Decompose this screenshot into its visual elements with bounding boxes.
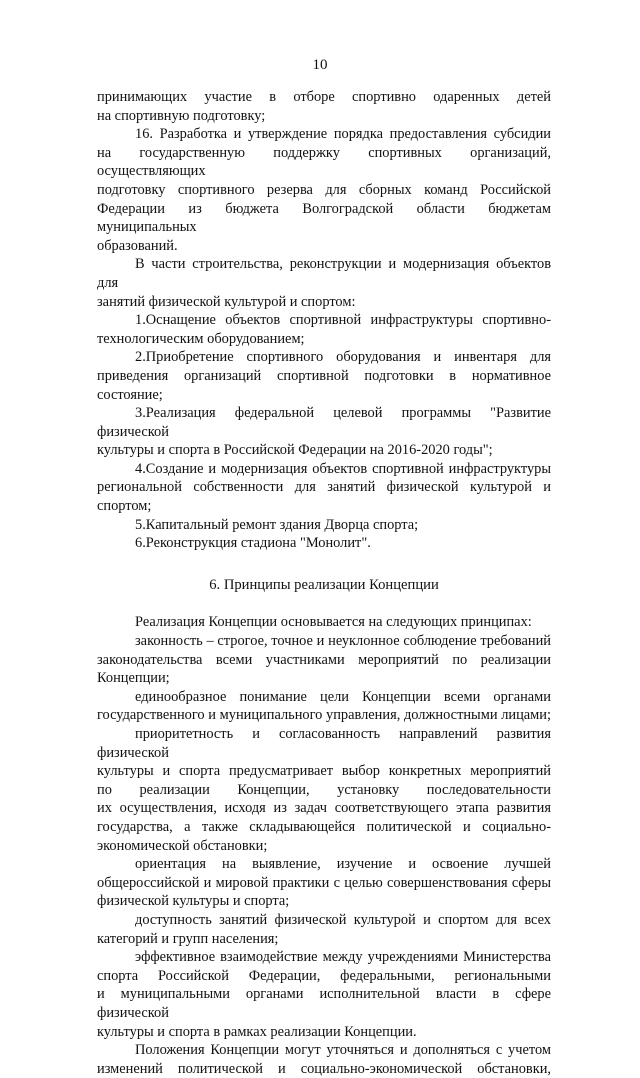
text-line: единообразное понимание цели Концепции всеми органами [135, 688, 551, 705]
text-line: доступность занятий физической культурой и спортом для всех [135, 911, 551, 928]
text-line: на спортивную подготовку; [97, 107, 266, 124]
text-line: изменений политической и социально-экономической обстановки, [97, 1060, 551, 1077]
text-line: занятий физической культурой и спортом: [97, 293, 356, 310]
text-line: 4.Создание и модернизация объектов спортивной инфраструктуры [135, 460, 551, 477]
text-line: 6.Реконструкция стадиона "Монолит". [135, 535, 371, 552]
text-line: и муниципальными органами исполнительной власти в сфере физической [97, 986, 551, 1021]
text-line: технологическим оборудованием; [97, 330, 305, 347]
text-line: Положения Концепции могут уточняться и дополняться с учетом [135, 1042, 551, 1059]
text-line: общероссийской и мировой практики с целью совершенствования сферы [97, 874, 551, 891]
text-line: приоритетность и согласованность направлений развития физической [97, 726, 551, 761]
text-line: приведения организаций спортивной подготовки в нормативное состояние; [97, 367, 551, 403]
text-line: 1.Оснащение объектов спортивной инфраструктуры спортивно- [135, 312, 551, 329]
text-line: по реализации Концепции, установку последовательности [97, 781, 551, 798]
text-line: государства, а также складывающейся политической и социально- [97, 818, 551, 835]
text-line: законность – строгое, точное и неуклонное соблюдение требований [135, 633, 551, 650]
text-line: подготовку спортивного резерва для сборных команд Российской [97, 181, 551, 198]
text-block-before [97, 88, 551, 553]
text-line: принимающих участие в отборе спортивно одаренных детей [97, 89, 551, 105]
text-line: культуры и спорта в рамках реализации Концепции. [97, 1023, 417, 1040]
text-line: спорта Российской Федерации, федеральными, региональными [97, 967, 551, 984]
text-line: образований. [97, 237, 178, 254]
text-line: региональной собственности для занятий физической культурой и спортом; [97, 479, 551, 515]
text-line: 3.Реализация федеральной целевой программы "Развитие физической [97, 405, 551, 440]
text-line: Концепции; [97, 670, 170, 687]
text-line: 2.Приобретение спортивного оборудования и инвентаря для [135, 349, 551, 366]
section-heading: 6. Принципы реализации Концепции [209, 576, 439, 593]
text-line: 16. Разработка и утверждение порядка предоставления субсидии [135, 126, 551, 143]
text-line: физической культуры и спорта; [97, 893, 290, 910]
text-block-after [97, 613, 551, 1078]
text-line: категорий и групп населения; [97, 930, 279, 947]
text-line: экономической обстановки; [97, 837, 268, 854]
text-line: государственного и муниципального управления, должностными лицами; [97, 707, 551, 724]
text-line: Федерации из бюджета Волгоградской области бюджетам муниципальных [97, 200, 551, 236]
text-line: законодательства всеми участниками мероприятий по реализации [97, 651, 551, 668]
text-line: В части строительства, реконструкции и модернизация объектов для [97, 256, 551, 291]
text-line: 5.Капитальный ремонт здания Дворца спорта; [135, 516, 419, 533]
text-line: Реализация Концепции основывается на следующих принципах: [135, 614, 532, 631]
text-line: культуры и спорта в Российской Федерации на 2016-2020 годы"; [97, 442, 493, 459]
text-line: их осуществления, исходя из задач соответствующего этапа развития [97, 800, 551, 817]
document-body [97, 88, 551, 1078]
text-line: на государственную поддержку спортивных организаций, осуществляющих [97, 144, 551, 180]
text-line: ориентация на выявление, изучение и освоение лучшей [135, 856, 551, 873]
page-number: 10 [312, 57, 328, 73]
text-line: эффективное взаимодействие между учреждениями Министерства [135, 949, 551, 966]
text-line: культуры и спорта предусматривает выбор конкретных мероприятий [97, 763, 551, 780]
